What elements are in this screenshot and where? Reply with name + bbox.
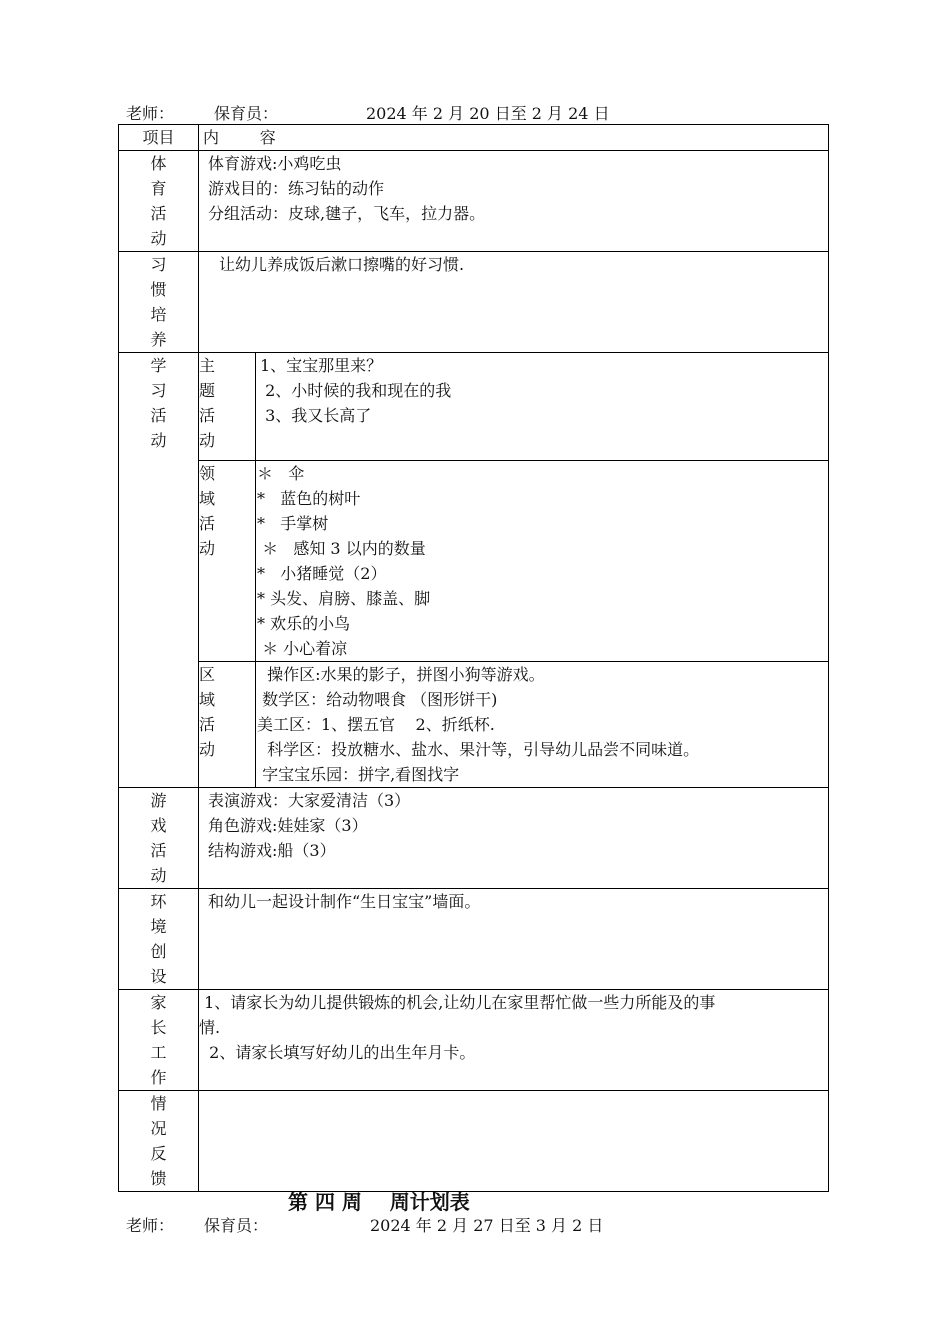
domain-content: ＊ 伞 * 蓝色的树叶 * 手掌树 ＊ 感知 3 以内的数量 * 小猪睡觉（2） * 头发、肩膀、膝盖、脚 * 欢乐的小鸟 ＊ 小心着凉 <box>256 461 829 662</box>
teacher-label: 老师： <box>126 104 175 123</box>
week-plan-title: 第 四 周 周计划表 <box>288 1190 470 1214</box>
table-row-games <box>119 788 829 889</box>
environment-content: 和幼儿一起设计制作“生日宝宝”墙面。 <box>199 889 829 990</box>
habit-content: 让幼儿养成饭后漱口擦嘴的好习惯. <box>199 252 829 353</box>
theme-content: 1、宝宝那里来？ 2、小时候的我和现在的我 3、我又长高了 <box>256 353 829 461</box>
table-row-area <box>119 662 829 788</box>
table-row-environment <box>119 889 829 990</box>
pe-content: 体育游戏:小鸡吃虫 游戏目的：练习钻的动作 分组活动：皮球,毽子，飞车，拉力器。 <box>199 151 829 252</box>
category-environment: 环 境 创 设 <box>119 889 199 990</box>
table-row-habit <box>119 252 829 353</box>
caregiver-label: 保育员： <box>214 104 279 123</box>
item-header: 项目 <box>119 125 199 151</box>
caregiver-label-2: 保育员： <box>204 1216 269 1235</box>
table-row-parents <box>119 990 829 1091</box>
area-content: 操作区:水果的影子，拼图小狗等游戏。 数学区：给动物喂食 （图形饼干) 美工区：1、摆五官 2、折纸杯. 科学区：投放糖水、盐水、果汁等，引导幼儿品尝不同味道。 字宝宝乐园：拼字,看图找字 <box>256 662 829 788</box>
table-header-row <box>119 125 829 151</box>
table-row-domain <box>119 461 829 662</box>
category-games: 游 戏 活 动 <box>119 788 199 889</box>
weekly-plan-table <box>118 124 829 1192</box>
subcategory-theme: 主 题 活 动 <box>199 353 256 461</box>
content-header: 内 容 <box>199 125 829 151</box>
date-range: 2024 年 2 月 20 日至 2 月 24 日 <box>366 104 610 123</box>
table-row-pe <box>119 151 829 252</box>
category-learning: 学 习 活 动 <box>119 353 199 788</box>
teacher-label-2: 老师： <box>126 1216 175 1235</box>
subcategory-area: 区 域 活 动 <box>199 662 256 788</box>
table-row-theme <box>119 353 829 461</box>
category-feedback: 情 况 反 馈 <box>119 1091 199 1192</box>
category-pe: 体 育 活 动 <box>119 151 199 252</box>
parents-content: 1、请家长为幼儿提供锻炼的机会,让幼儿在家里帮忙做一些力所能及的事 情. 2、请家长填写好幼儿的出生年月卡。 <box>199 990 829 1091</box>
category-habit: 习 惯 培 养 <box>119 252 199 353</box>
subcategory-domain: 领 域 活 动 <box>199 461 256 662</box>
games-content: 表演游戏：大家爱清洁（3） 角色游戏:娃娃家（3） 结构游戏:船（3） <box>199 788 829 889</box>
category-parents: 家 长 工 作 <box>119 990 199 1091</box>
table-row-feedback <box>119 1091 829 1192</box>
feedback-content <box>199 1091 829 1192</box>
date-range-2: 2024 年 2 月 27 日至 3 月 2 日 <box>370 1216 604 1235</box>
